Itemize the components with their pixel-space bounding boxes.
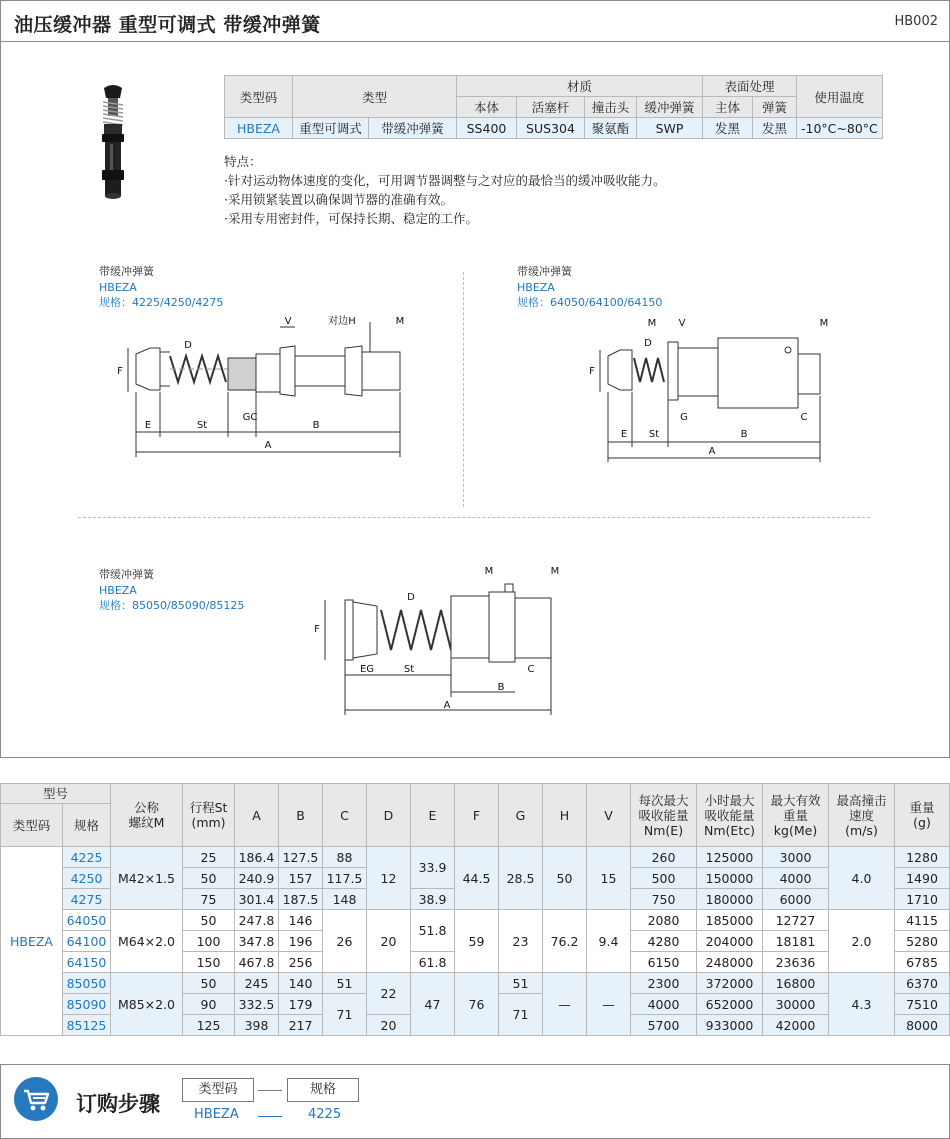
A-cell: 398 [235,1015,279,1036]
header-type-code-2: 类型码 [1,804,63,847]
mass-cell: 3000 [763,847,829,868]
diagram-2 [572,312,842,467]
type-cell-2: 带缓冲弹簧 [369,118,457,139]
hour-cell: 933000 [697,1015,763,1036]
header-spring: 缓冲弹簧 [637,97,703,118]
B-cell: 179 [279,994,323,1015]
D-cell: 22 [367,973,411,1015]
dim-A: A [264,440,272,451]
H-cell: — [543,973,587,1036]
spec-cell: 85090 [63,994,111,1015]
spec-cell: 64150 [63,952,111,973]
F-cell: 44.5 [455,847,499,910]
header-thread: 公称 螺纹M [111,784,183,847]
energy-cell: 2080 [631,910,697,931]
E-cell: 51.8 [411,910,455,952]
C-cell: 117.5 [323,868,367,889]
dim-A-2: A [708,446,716,457]
weight-cell: 5280 [895,931,950,952]
E-cell: 33.9 [411,847,455,889]
features-title: 特点： [224,154,262,169]
surface-spring-cell: 发黑 [753,118,797,139]
energy-cell: 5700 [631,1015,697,1036]
dim-A-3: A [443,700,451,711]
stroke-cell: 50 [183,910,235,931]
E-cell: 61.8 [411,952,455,973]
mass-cell: 16800 [763,973,829,994]
dim-M-3a: M [484,566,494,577]
energy-cell: 2300 [631,973,697,994]
thread-cell: M64×2.0 [111,910,183,973]
header-energy: 每次最大 吸收能量 Nm(E) [631,784,697,847]
dim-St-3: St [403,664,415,675]
header-F: F [455,784,499,847]
C-cell: 71 [323,994,367,1036]
dim-F-3: F [314,624,320,635]
spec-table [0,783,950,1036]
mass-cell: 23636 [763,952,829,973]
spec-cell: 4225 [63,847,111,868]
dim-F: F [117,366,123,377]
diagram-caption-1: 带缓冲弹簧 HBEZA 规格：4225/4250/4275 [99,265,224,309]
header-model: 型号 [1,784,111,804]
header-hour-energy: 小时最大 吸收能量 Nm(Etc) [697,784,763,847]
diagram-3 [305,560,575,720]
E-cell: 47 [411,973,455,1036]
header-material: 材质 [457,76,703,97]
D-cell: 12 [367,847,411,910]
G-cell: 71 [499,994,543,1036]
dim-C-3: C [527,664,535,675]
D-cell: 20 [367,1015,411,1036]
stroke-cell: 50 [183,973,235,994]
stroke-cell: 150 [183,952,235,973]
weight-cell: 8000 [895,1015,950,1036]
header-mass: 最大有效 重量 kg(Me) [763,784,829,847]
C-cell: 88 [323,847,367,868]
dim-G-2: G [680,412,688,423]
dim-E: E [144,420,152,431]
weight-cell: 1490 [895,868,950,889]
B-cell: 187.5 [279,889,323,910]
cart-icon [14,1077,58,1121]
header-type: 类型 [293,76,457,118]
dim-GC: GC [242,412,258,423]
dim-M: M [395,316,405,327]
header-head: 撞击头 [585,97,637,118]
header-A: A [235,784,279,847]
dim-M-2a: M [647,318,657,329]
hour-cell: 204000 [697,931,763,952]
weight-cell: 1280 [895,847,950,868]
diagram-1 [100,312,430,467]
weight-cell: 1710 [895,889,950,910]
dim-EG-3: EG [359,664,375,675]
thread-cell: M85×2.0 [111,973,183,1036]
B-cell: 196 [279,931,323,952]
energy-cell: 4000 [631,994,697,1015]
spec-cell: 85125 [63,1015,111,1036]
stroke-cell: 25 [183,847,235,868]
rod-cell: SUS304 [517,118,585,139]
stroke-cell: 90 [183,994,235,1015]
header-type-code: 类型码 [225,76,293,118]
G-cell: 51 [499,973,543,994]
energy-cell: 4280 [631,931,697,952]
energy-cell: 260 [631,847,697,868]
header-rod: 活塞杆 [517,97,585,118]
hour-cell: 652000 [697,994,763,1015]
title-divider [0,41,950,42]
V-cell: 9.4 [587,910,631,973]
energy-cell: 500 [631,868,697,889]
stroke-cell: 100 [183,931,235,952]
header-V: V [587,784,631,847]
spec-cell: 64100 [63,931,111,952]
spec-cell: 4250 [63,868,111,889]
order-value-spec: 4225 [308,1107,342,1122]
dim-C-2: C [800,412,808,423]
spec-cell: 85050 [63,973,111,994]
C-cell: 148 [323,889,367,910]
type-cell-1: 重型可调式 [293,118,369,139]
header-surface: 表面处理 [703,76,797,97]
stroke-cell: 50 [183,868,235,889]
dim-B: B [312,420,320,431]
dim-D-3: D [407,592,415,603]
weight-cell: 7510 [895,994,950,1015]
hour-cell: 180000 [697,889,763,910]
order-value-dash [258,1116,282,1117]
A-cell: 245 [235,973,279,994]
product-image [96,84,130,202]
dim-M-2b: M [819,318,829,329]
type-code-cell: HBEZA [1,847,63,1036]
weight-cell: 4115 [895,910,950,931]
type-code-cell: HBEZA [225,118,293,139]
feature-item: ·采用专用密封件，可保持长期、稳定的工作。 [224,211,478,226]
head-cell: 聚氨酯 [585,118,637,139]
hour-cell: 185000 [697,910,763,931]
A-cell: 301.4 [235,889,279,910]
temp-cell: -10°C~80°C [797,118,883,139]
B-cell: 256 [279,952,323,973]
H-cell: 50 [543,847,587,910]
C-cell: 26 [323,910,367,973]
header-speed: 最高撞击 速度 (m/s) [829,784,895,847]
B-cell: 146 [279,910,323,931]
diagram-caption-3: 带缓冲弹簧 HBEZA 规格：85050/85090/85125 [99,568,245,612]
mass-cell: 12727 [763,910,829,931]
dim-H: 对边H [328,316,356,327]
H-cell: 76.2 [543,910,587,973]
header-weight: 重量 (g) [895,784,950,847]
dim-M-3b: M [550,566,560,577]
header-stroke: 行程St (mm) [183,784,235,847]
header-H: H [543,784,587,847]
dim-D-2: D [644,338,652,349]
speed-cell: 2.0 [829,910,895,973]
hour-cell: 125000 [697,847,763,868]
D-cell: 20 [367,910,411,973]
dim-St: St [196,420,208,431]
A-cell: 247.8 [235,910,279,931]
B-cell: 217 [279,1015,323,1036]
dim-V-2: V [678,318,686,329]
header-G: G [499,784,543,847]
B-cell: 157 [279,868,323,889]
diagram-separator-horizontal [78,517,870,518]
A-cell: 467.8 [235,952,279,973]
mass-cell: 4000 [763,868,829,889]
stroke-cell: 125 [183,1015,235,1036]
V-cell: 15 [587,847,631,910]
header-surface-spring: 弹簧 [753,97,797,118]
page-title: 油压缓冲器 重型可调式 带缓冲弹簧 [14,14,321,36]
spec-cell: 64050 [63,910,111,931]
header-spec: 规格 [63,804,111,847]
dim-D: D [184,340,192,351]
B-cell: 127.5 [279,847,323,868]
header-E: E [411,784,455,847]
weight-cell: 6785 [895,952,950,973]
mass-cell: 18181 [763,931,829,952]
hour-cell: 372000 [697,973,763,994]
header-temp: 使用温度 [797,76,883,118]
thread-cell: M42×1.5 [111,847,183,910]
order-box-spec: 规格 [287,1078,359,1102]
weight-cell: 6370 [895,973,950,994]
A-cell: 186.4 [235,847,279,868]
mass-cell: 30000 [763,994,829,1015]
mass-cell: 42000 [763,1015,829,1036]
A-cell: 347.8 [235,931,279,952]
A-cell: 240.9 [235,868,279,889]
header-body: 本体 [457,97,517,118]
dim-F-2: F [589,366,595,377]
dim-St-2: St [648,429,660,440]
energy-cell: 750 [631,889,697,910]
header-C: C [323,784,367,847]
body-cell: SS400 [457,118,517,139]
dim-B-2: B [740,429,748,440]
diagram-separator-vertical [463,272,464,507]
energy-cell: 6150 [631,952,697,973]
hour-cell: 248000 [697,952,763,973]
dim-B-3: B [497,682,505,693]
features [224,152,665,228]
header-D: D [367,784,411,847]
F-cell: 59 [455,910,499,973]
feature-item: ·采用锁紧装置以确保调节器的准确有效。 [224,192,453,207]
dim-E-2: E [620,429,628,440]
order-title: 订购步骤 [76,1092,160,1116]
dim-V: V [284,316,292,327]
G-cell: 23 [499,910,543,973]
diagram-caption-2: 带缓冲弹簧 HBEZA 规格：64050/64100/64150 [517,265,663,309]
C-cell: 51 [323,973,367,994]
order-box-type-code: 类型码 [182,1078,254,1102]
speed-cell: 4.3 [829,973,895,1036]
stroke-cell: 75 [183,889,235,910]
E-cell: 38.9 [411,889,455,910]
page-code: HB002 [894,14,938,29]
order-dash [258,1090,282,1091]
order-value-type-code: HBEZA [194,1107,239,1122]
header-B: B [279,784,323,847]
F-cell: 76 [455,973,499,1036]
hour-cell: 150000 [697,868,763,889]
header-surface-body: 主体 [703,97,753,118]
A-cell: 332.5 [235,994,279,1015]
spec-cell: 4275 [63,889,111,910]
mass-cell: 6000 [763,889,829,910]
speed-cell: 4.0 [829,847,895,910]
spring-cell: SWP [637,118,703,139]
feature-item: ·针对运动物体速度的变化，可用调节器调整与之对应的最恰当的缓冲吸收能力。 [224,173,666,188]
surface-body-cell: 发黑 [703,118,753,139]
V-cell: — [587,973,631,1036]
B-cell: 140 [279,973,323,994]
G-cell: 28.5 [499,847,543,910]
material-table [224,75,883,139]
